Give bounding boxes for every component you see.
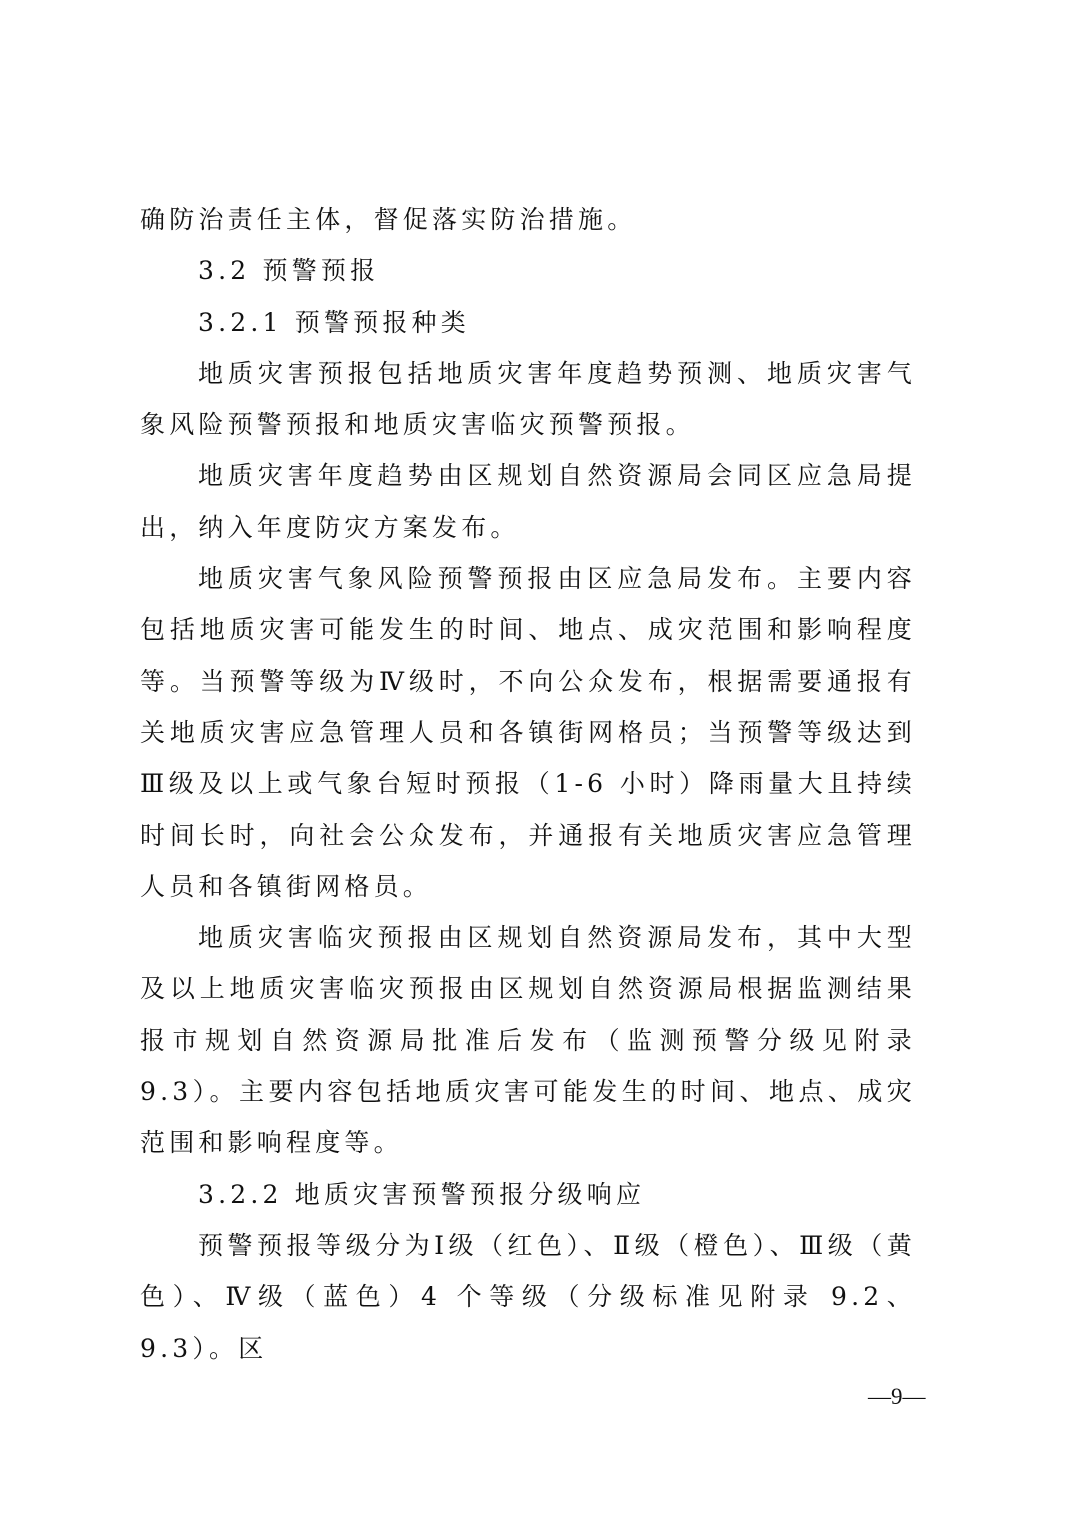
page-number: —9—	[868, 1384, 926, 1409]
paragraph-warning-levels: 预警预报等级分为Ⅰ级（红色）、Ⅱ级（橙色）、Ⅲ级（黄色）、Ⅳ级（蓝色）4 个等级（分级标准见附录 9.2、9.3）。区	[140, 1230, 916, 1363]
paragraph-annual-trend: 地质灾害年度趋势由区规划自然资源局会同区应急局提出，纳入年度防灾方案发布。	[140, 461, 916, 542]
body-text	[140, 194, 916, 1374]
section-heading-3-2: 3.2 预警预报	[198, 256, 380, 286]
subsection-heading-3-2-2: 3.2.2 地质灾害预警预报分级响应	[198, 1179, 646, 1209]
paragraph-forecast-types: 地质灾害预报包括地质灾害年度趋势预测、地质灾害气象风险预警预报和地质灾害临灾预警预报。	[140, 358, 916, 440]
subsection-heading-3-2-1: 3.2.1 预警预报种类	[198, 307, 470, 337]
paragraph-continuation: 确防治责任主体，督促落实防治措施。	[140, 205, 637, 234]
paragraph-imminent-warning: 地质灾害临灾预报由区规划自然资源局发布，其中大型及以上地质灾害临灾预报由区规划自然资源局根据监测结果报市规划自然资源局批准后发布（监测预警分级见附录 9.3）。主要内容包括地质灾害可能发生的时间、地点、成灾范围和影响程度等。	[140, 923, 916, 1158]
paragraph-meteorological-warning: 地质灾害气象风险预警预报由区应急局发布。主要内容包括地质灾害可能发生的时间、地点、成灾范围和影响程度等。当预警等级为Ⅳ级时，不向公众发布，根据需要通报有关地质灾害应急管理人员和各镇街网格员；当预警等级达到Ⅲ级及以上或气象台短时预报（1-6 小时）降雨量大且持续时间长时，向社会公众发布，并通报有关地质灾害应急管理人员和各镇街网格员。	[140, 564, 916, 901]
